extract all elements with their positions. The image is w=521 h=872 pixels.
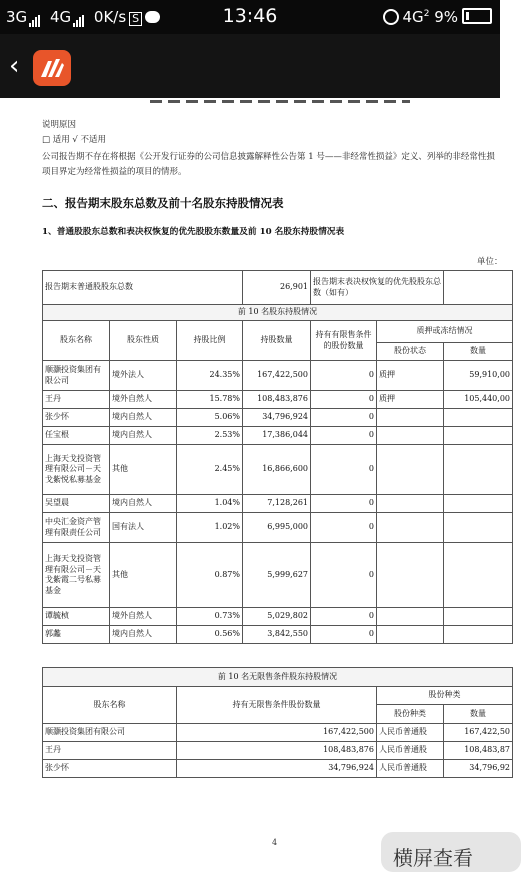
unit-label: 单位：: [477, 257, 503, 267]
col-pledge-header: 质押或冻结情况: [377, 321, 513, 343]
holder-ratio: 2.45%: [177, 445, 243, 495]
landscape-view-button[interactable]: 横屏查看: [381, 832, 521, 872]
holder-nature: 境内自然人: [110, 495, 177, 513]
holder-name: 王丹: [43, 391, 110, 409]
holder-ratio: 0.73%: [177, 608, 243, 626]
holder-qty: 167,422,500: [243, 361, 311, 391]
holder-nature: 境外法人: [110, 361, 177, 391]
battery-percent: 9%: [434, 8, 458, 26]
holder-pledge-qty: [444, 608, 513, 626]
holder-qty: 6,995,000: [243, 513, 311, 543]
u-share-type: 人民币普通股: [377, 724, 444, 742]
holder-pledge-state: [377, 513, 444, 543]
holder-restricted-qty: 0: [311, 409, 377, 427]
u-share-qty: 108,483,87: [444, 742, 513, 760]
holder-name: 上海天戈投资管理有限公司－天戈紫悦私募基金: [43, 445, 110, 495]
network-speed: 0K/s: [93, 8, 127, 26]
holder-pledge-state: [377, 608, 444, 626]
holder-pledge-qty: [444, 409, 513, 427]
holder-name: 谭毓桢: [43, 608, 110, 626]
pref-holders-label: 报告期末表决权恢复的优先股股东总数（如有）: [311, 271, 444, 305]
pref-holders-value: [444, 271, 513, 305]
status-right: [383, 8, 492, 26]
holder-ratio: 0.87%: [177, 543, 243, 608]
holder-pledge-qty: 105,440,00: [444, 391, 513, 409]
col-nature-header: 股东性质: [110, 321, 177, 361]
table-row: [43, 760, 513, 778]
u-holder-qty: 108,483,876: [177, 742, 377, 760]
holder-name: 张少怀: [43, 409, 110, 427]
holder-pledge-state: [377, 409, 444, 427]
holder-restricted-qty: 0: [311, 608, 377, 626]
page-number: 4: [272, 838, 278, 847]
holder-pledge-state: 质押: [377, 391, 444, 409]
network-3g-label: 3G: [6, 8, 28, 26]
holder-restricted-qty: 0: [311, 445, 377, 495]
holder-restricted-qty: 0: [311, 513, 377, 543]
holder-pledge-state: 质押: [377, 361, 444, 391]
holder-qty: 5,029,802: [243, 608, 311, 626]
status-bar: [0, 0, 500, 34]
top10-title: 前 10 名股东持股情况: [43, 305, 513, 321]
holder-restricted-qty: 0: [311, 427, 377, 445]
holder-name: 任宝根: [43, 427, 110, 445]
holder-ratio: 1.04%: [177, 495, 243, 513]
col-ratio-header: 持股比例: [177, 321, 243, 361]
unrestricted-table: [42, 667, 513, 778]
holder-name: 郭蠡: [43, 626, 110, 644]
holder-ratio: 5.06%: [177, 409, 243, 427]
holder-nature: 其他: [110, 543, 177, 608]
total-holders-value: [243, 271, 311, 305]
holder-pledge-qty: 59,910,00: [444, 361, 513, 391]
scan-remnant-text: [150, 100, 410, 103]
app-logo-icon: [33, 50, 71, 86]
holder-name: 中央汇金资产管理有限责任公司: [43, 513, 110, 543]
holder-qty: 7,128,261: [243, 495, 311, 513]
holder-pledge-state: [377, 445, 444, 495]
holder-restricted-qty: 0: [311, 626, 377, 644]
intro-label: 说明原因: [42, 120, 77, 130]
col-name-header: 股东名称: [43, 321, 110, 361]
table-row: [43, 409, 513, 427]
holder-name: 顺灏投资集团有限公司: [43, 361, 110, 391]
holder-qty: 3,842,550: [243, 626, 311, 644]
unrestricted-title: 前 10 名无限售条件股东持股情况: [43, 668, 513, 687]
holder-restricted-qty: 0: [311, 495, 377, 513]
holder-pledge-qty: [444, 543, 513, 608]
holder-pledge-qty: [444, 513, 513, 543]
u-share-type: 人民币普通股: [377, 742, 444, 760]
s-badge-icon: S: [129, 12, 142, 26]
u-share-qty: 34,796,92: [444, 760, 513, 778]
holder-nature: 境内自然人: [110, 409, 177, 427]
u-holder-name: 顺灏投资集团有限公司: [43, 724, 177, 742]
holder-restricted-qty: 0: [311, 391, 377, 409]
back-button[interactable]: ‹: [9, 51, 20, 81]
table-row: [43, 495, 513, 513]
intro-paragraph-1: 公司报告期不存在将根据《公开发行证券的公司信息披露解释性公告第 1 号——非经常性损益》定义、列举的非经常性损: [42, 152, 495, 162]
u-holder-name: 张少怀: [43, 760, 177, 778]
holder-pledge-qty: [444, 427, 513, 445]
section-title: 二、报告期末股东总数及前十名股东持股情况表: [42, 196, 284, 210]
holder-pledge-state: [377, 626, 444, 644]
alarm-clock-icon: [383, 9, 399, 25]
holder-restricted-qty: 0: [311, 361, 377, 391]
network-4g-label: 4G: [49, 8, 72, 26]
app-toolbar: [0, 34, 500, 98]
u-col-type-header: 股份种类: [377, 687, 513, 705]
applicable-line: □ 适用 √ 不适用: [42, 135, 107, 145]
shareholder-table: [42, 270, 513, 644]
holder-pledge-state: [377, 543, 444, 608]
u-col-type-sub-header: 股份种类: [377, 705, 444, 724]
table-row: [43, 445, 513, 495]
holder-pledge-qty: [444, 445, 513, 495]
holder-nature: 境内自然人: [110, 427, 177, 445]
u-holder-qty: 167,422,500: [177, 724, 377, 742]
holder-nature: 境外自然人: [110, 391, 177, 409]
u-col-qty-header: 持有无限售条件股份数量: [177, 687, 377, 724]
holder-nature: 境外自然人: [110, 608, 177, 626]
holder-pledge-state: [377, 427, 444, 445]
holder-name: 上海天戈投资管理有限公司－天戈紫霞二号私募基金: [43, 543, 110, 608]
table-row: [43, 608, 513, 626]
u-holder-qty: 34,796,924: [177, 760, 377, 778]
u-holder-name: 王丹: [43, 742, 177, 760]
network-4g-right-label: 4G: [402, 8, 424, 26]
u-col-qty-sub-header: 数量: [444, 705, 513, 724]
holder-pledge-qty: [444, 626, 513, 644]
u-share-type: 人民币普通股: [377, 760, 444, 778]
subsection-title: 1、普通股股东总数和表决权恢复的优先股股东数量及前 10 名股东持股情况表: [42, 227, 345, 237]
table-row: [43, 742, 513, 760]
table-row: [43, 513, 513, 543]
holder-ratio: 2.53%: [177, 427, 243, 445]
table-row: [43, 361, 513, 391]
u-share-qty: 167,422,50: [444, 724, 513, 742]
table-row: [43, 626, 513, 644]
col-qty-header: 持股数量: [243, 321, 311, 361]
total-holders-label: 报告期末普通股股东总数: [43, 271, 243, 305]
holder-pledge-qty: [444, 495, 513, 513]
holder-nature: 国有法人: [110, 513, 177, 543]
intro-paragraph-2: 项目界定为经常性损益的项目的情形。: [42, 167, 187, 177]
battery-icon: [462, 8, 492, 24]
holder-qty: 16,866,600: [243, 445, 311, 495]
status-time: 13:46: [222, 5, 278, 27]
holder-ratio: 1.02%: [177, 513, 243, 543]
col-pledge-state-header: 股份状态: [377, 343, 444, 361]
table-row: [43, 427, 513, 445]
holder-qty: 108,483,876: [243, 391, 311, 409]
holder-ratio: 0.56%: [177, 626, 243, 644]
holder-qty: 17,386,044: [243, 427, 311, 445]
table-row: [43, 391, 513, 409]
holder-pledge-state: [377, 495, 444, 513]
holder-restricted-qty: 0: [311, 543, 377, 608]
sim-slot-label: 2: [423, 9, 430, 19]
holder-qty: 34,796,924: [243, 409, 311, 427]
holder-ratio: 15.78%: [177, 391, 243, 409]
table-row: [43, 724, 513, 742]
table-row: [43, 543, 513, 608]
holder-ratio: 24.35%: [177, 361, 243, 391]
holder-nature: 境内自然人: [110, 626, 177, 644]
holder-qty: 5,999,627: [243, 543, 311, 608]
holder-nature: 其他: [110, 445, 177, 495]
col-pledge-qty-header: 数量: [444, 343, 513, 361]
total-holders-number: 26,901: [280, 282, 308, 292]
holder-name: 吴望晨: [43, 495, 110, 513]
u-col-name-header: 股东名称: [43, 687, 177, 724]
col-restricted-header: 持有有限售条件的股份数量: [311, 321, 377, 361]
